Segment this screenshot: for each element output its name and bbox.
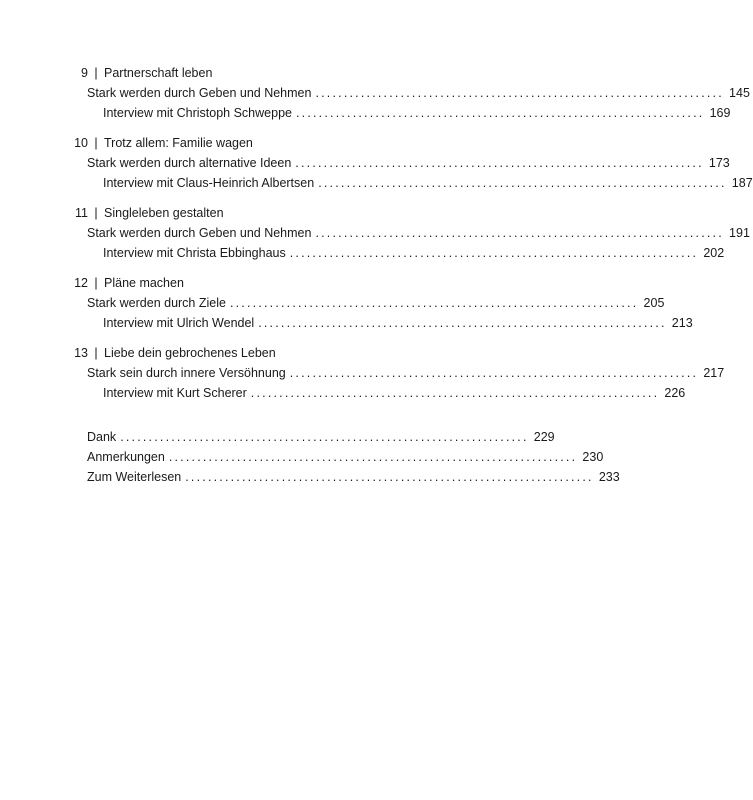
toc-entry <box>103 106 731 126</box>
toc-page-number: 202 <box>703 246 725 260</box>
toc-page-number: 191 <box>729 226 750 240</box>
dot-leader: ........................................................................ <box>315 226 724 240</box>
chapter-title: Singleleben gestalten <box>104 206 224 220</box>
chapter-number: 10 <box>74 136 88 150</box>
chapter-number: 9 <box>81 66 88 80</box>
dot-leader: ........................................................................ <box>318 176 727 190</box>
toc-page-number: 187 <box>731 176 753 190</box>
chapter-heading-9 <box>60 66 420 86</box>
toc-entry-label: Interview mit Kurt Scherer <box>103 386 247 400</box>
chapter-separator: | <box>94 276 98 290</box>
toc-page-number: 173 <box>708 156 730 170</box>
toc-page-number: 217 <box>703 366 725 380</box>
toc-page-number: 233 <box>598 470 620 484</box>
chapter-title: Pläne machen <box>104 276 184 290</box>
toc-entry <box>103 246 725 266</box>
toc-entry <box>103 316 693 336</box>
toc-entry-label: Interview mit Christa Ebbinghaus <box>103 246 286 260</box>
toc-entry-label: Zum Weiterlesen <box>87 470 182 484</box>
dot-leader: ........................................................................ <box>250 386 660 400</box>
toc-entry-label: Interview mit Claus-Heinrich Albertsen <box>103 176 315 190</box>
dot-leader: ........................................................................ <box>295 156 704 170</box>
chapter-number: 13 <box>74 346 88 360</box>
toc-page-number: 145 <box>729 86 750 100</box>
toc-entry <box>87 156 730 176</box>
toc-page-number: 230 <box>582 450 604 464</box>
toc-entry-label: Stark werden durch Geben und Nehmen <box>87 86 312 100</box>
toc-entry-dank <box>87 430 555 450</box>
toc-page-number: 229 <box>533 430 555 444</box>
toc-entry-label: Dank <box>87 430 117 444</box>
chapter-title: Liebe dein gebrochenes Leben <box>104 346 276 360</box>
dot-leader: ........................................................................ <box>258 316 667 330</box>
toc-entry-label: Stark werden durch alternative Ideen <box>87 156 292 170</box>
toc-entry-label: Anmerkungen <box>87 450 165 464</box>
chapter-separator: | <box>94 66 98 80</box>
toc-entry <box>87 86 750 106</box>
chapter-heading-11 <box>60 206 420 226</box>
chapter-number: 11 <box>75 206 88 220</box>
dot-leader: ........................................................................ <box>229 296 639 310</box>
dot-leader: ........................................................................ <box>185 470 594 484</box>
toc-page-number: 205 <box>643 296 665 310</box>
toc-entry <box>87 366 725 386</box>
toc-entry-label: Stark werden durch Geben und Nehmen <box>87 226 312 240</box>
toc-entry <box>87 226 750 246</box>
dot-leader: ........................................................................ <box>120 430 529 444</box>
chapter-number: 12 <box>74 276 88 290</box>
dot-leader: ........................................................................ <box>289 246 699 260</box>
chapter-heading-12 <box>60 276 420 296</box>
dot-leader: ........................................................................ <box>295 106 705 120</box>
chapter-heading-10 <box>60 136 420 156</box>
toc-entry-label: Interview mit Christoph Schweppe <box>103 106 292 120</box>
chapter-separator: | <box>94 206 98 220</box>
dot-leader: ........................................................................ <box>168 450 578 464</box>
toc-entry <box>87 296 665 316</box>
toc-entry <box>103 386 686 406</box>
chapter-title: Trotz allem: Familie wagen <box>104 136 253 150</box>
chapter-separator: | <box>94 136 98 150</box>
dot-leader: ........................................................................ <box>289 366 699 380</box>
toc-entry-label: Stark sein durch innere Versöhnung <box>87 366 286 380</box>
dot-leader: ........................................................................ <box>315 86 724 100</box>
chapter-title: Partnerschaft leben <box>104 66 213 80</box>
toc-entry-zum-weiterlesen <box>87 470 620 490</box>
toc-page-number: 169 <box>709 106 731 120</box>
toc-entry-label: Stark werden durch Ziele <box>87 296 226 310</box>
chapter-heading-13 <box>60 346 420 366</box>
toc-entry-label: Interview mit Ulrich Wendel <box>103 316 255 330</box>
toc-page-number: 226 <box>664 386 686 400</box>
toc-entry <box>103 176 753 196</box>
toc-entry-anmerkungen <box>87 450 604 470</box>
toc-page-number: 213 <box>671 316 693 330</box>
chapter-separator: | <box>94 346 98 360</box>
